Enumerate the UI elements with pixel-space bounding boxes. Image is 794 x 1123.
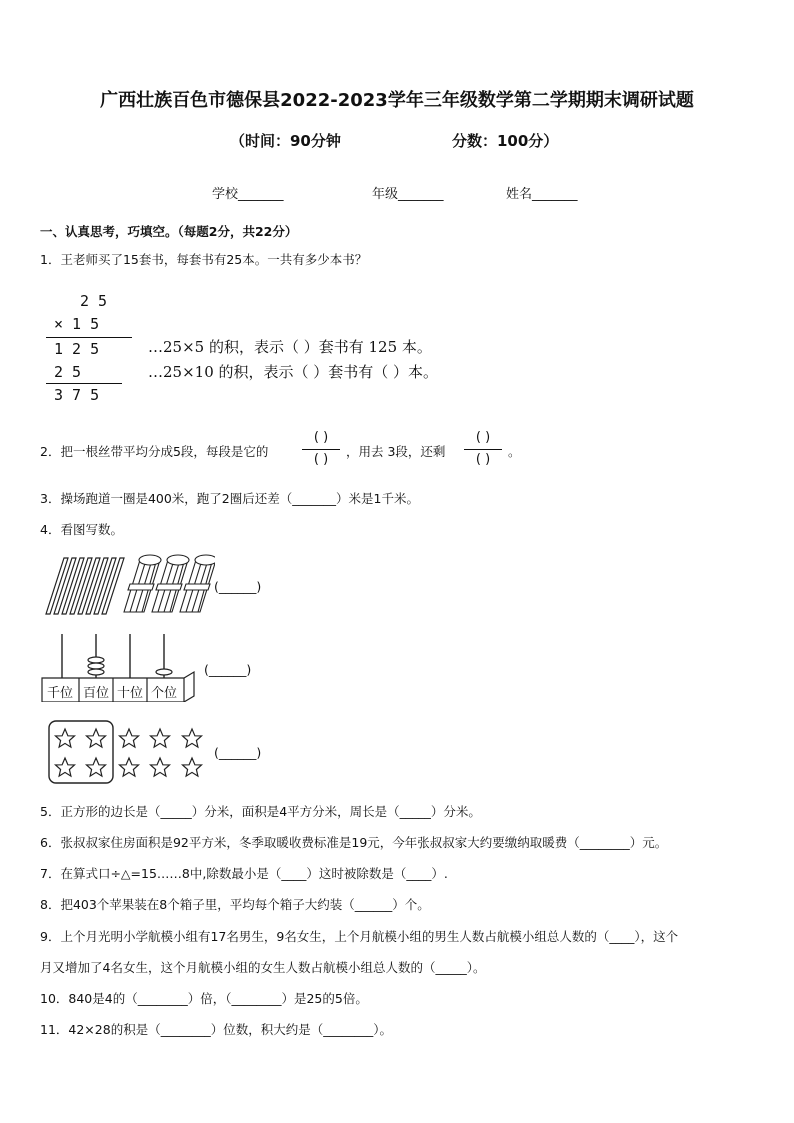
question-4: 4．看图写数。 [40,522,123,537]
question-9-line-2: 月又增加了4名女生，这个月航模小组的女生人数占航模小组总人数的（_____）。 [40,960,486,975]
fraction-denominator: ( ) [313,452,329,467]
school-field: 学校_______ [212,187,284,202]
answer-blank-abacus: (______) [204,662,252,677]
exam-score: 分数：100分） [452,132,559,150]
name-field: 姓名_______ [506,187,578,202]
mult-row-5: 3 7 5 [54,386,100,404]
mult-row-2: × 1 5 [54,315,100,333]
question-2-part-c: 。 [508,444,521,459]
fraction-numerator: ( ) [475,430,491,445]
abacus-label-thousands: 千位 [46,686,73,701]
question-2-part-b: ，用去 3段，还剩 [346,444,446,459]
fraction-blank-1 [298,430,344,470]
answer-blank-sticks: (______) [214,579,262,594]
section-heading: 一、认真思考，巧填空。（每题2分，共22分） [40,224,298,239]
mult-row-1: 2 5 [80,292,108,310]
fraction-bar [302,449,340,450]
mult-line-2 [46,383,122,384]
mult-line-1 [46,337,132,338]
question-7: 7．在算式口÷△=15……8中,除数最小是（____）这时被除数是（____）. [40,866,448,881]
question-1: 1．王老师买了15套书，每套书有25本。一共有多少本书？ [40,252,368,267]
fraction-bar [464,449,502,450]
mult-row-3: 1 2 5 [54,340,100,358]
sticks-bundles-picture [40,552,215,620]
page-title: 广西壮族百色市德保县2022-2023学年三年级数学第二学期期末调研试题 [100,90,694,111]
grade-field: 年级_______ [372,187,444,202]
exam-time: （时间：90分钟 [230,132,341,150]
question-10: 10．840是4的（________）倍，（________）是25的5倍。 [40,991,368,1006]
mult-explain-1: …25×5 的积，表示（ ）套书有 125 本。 [148,338,432,356]
mult-explain-2: …25×10 的积，表示（ ）套书有（ ）本。 [148,363,439,381]
fraction-numerator: ( ) [313,430,329,445]
answer-blank-stars: (______) [214,745,262,760]
fraction-denominator: ( ) [475,452,491,467]
question-6: 6．张叔叔家住房面积是92平方米，冬季取暖收费标准是19元，今年张叔叔家大约要缴纳取暖费（________）元。 [40,835,668,850]
question-9-line-1: 9．上个月光明小学航模小组有17名男生，9名女生，上个月航模小组的男生人数占航模小组总人数的（____），这个 [40,929,679,944]
question-8: 8．把403个苹果装在8个箱子里，平均每个箱子大约装（______）个。 [40,897,430,912]
question-3: 3．操场跑道一圈是400米，跑了2圈后还差（_______）米是1千米。 [40,491,419,506]
fraction-blank-2 [460,430,506,470]
abacus-label-ones: 个位 [150,686,177,701]
stars-picture [46,718,212,786]
abacus-label-hundreds: 百位 [82,686,109,701]
abacus-label-tens: 十位 [116,686,143,701]
mult-row-4: 2 5 [54,363,82,381]
question-2-part-a: 2．把一根丝带平均分成5段，每段是它的 [40,444,269,459]
question-11: 11．42×28的积是（________）位数，积大约是（________）。 [40,1022,392,1037]
question-5: 5．正方形的边长是（_____）分米，面积是4平方分米，周长是（_____）分米。 [40,804,481,819]
